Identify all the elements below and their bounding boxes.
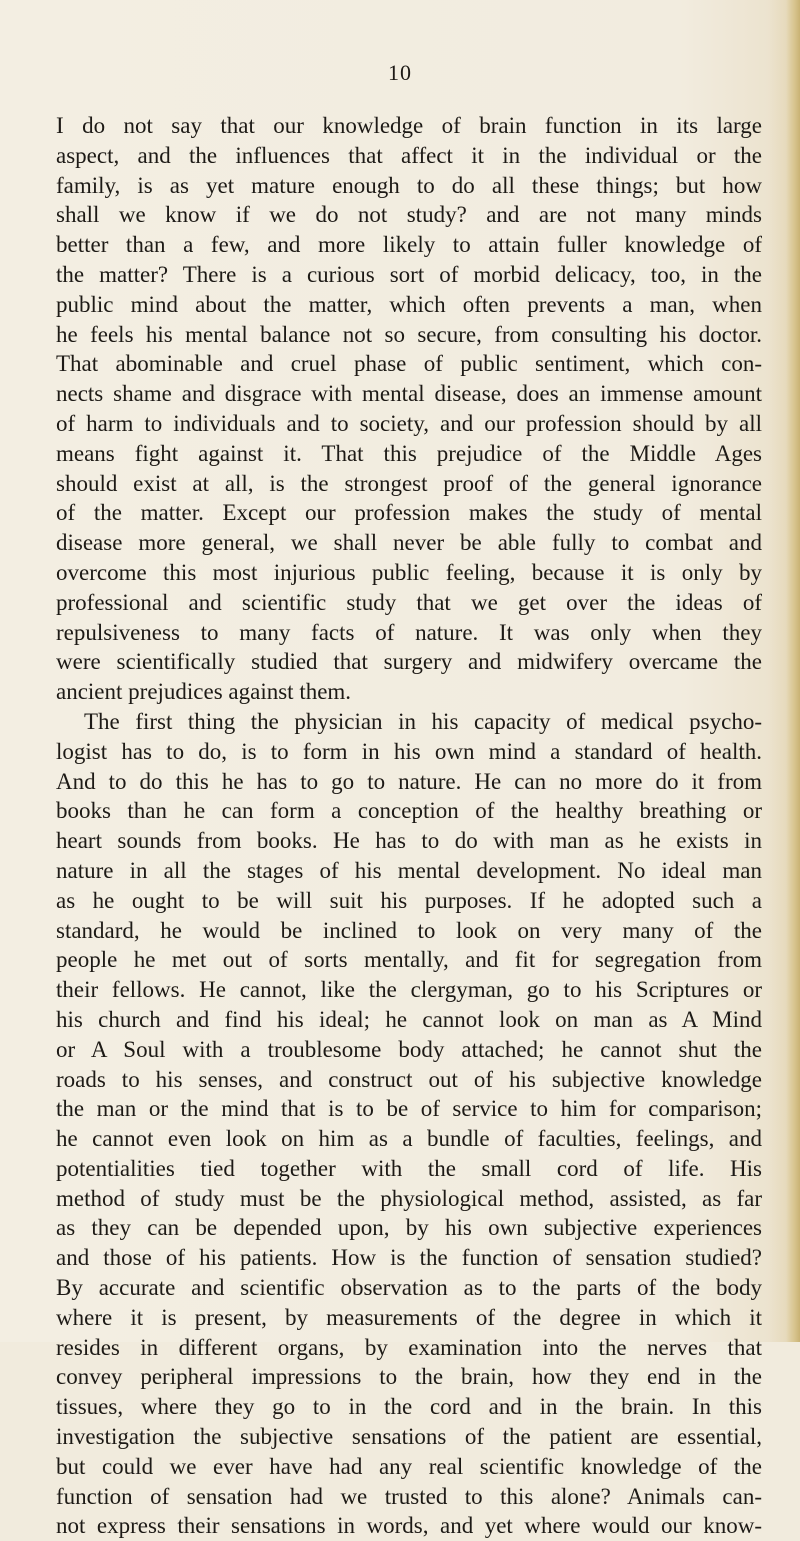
text-line: public mind about the matter, which often prevents a man, when	[56, 291, 762, 317]
text-line: where it is present, by measurements of the degree in which it	[56, 1304, 762, 1330]
text-line: function of sensation had we trusted to this alone? Animals can-	[56, 1483, 762, 1509]
text-line: should exist at all, is the strongest proof of the general ignorance	[56, 470, 762, 496]
text-line: the matter? There is a curious sort of morbid delicacy, too, in the	[56, 261, 762, 287]
text-line: he cannot even look on him as a bundle of faculties, feelings, and	[56, 1126, 762, 1152]
text-line: of harm to individuals and to society, and our profession should by all	[56, 410, 762, 436]
page-edge-shadow	[786, 0, 800, 1342]
text-line: or A Soul with a troublesome body attached; he cannot shut the	[56, 1036, 762, 1062]
text-line: of the matter. Except our profession makes the study of mental	[56, 500, 762, 526]
text-line: disease more general, we shall never be able fully to combat and	[56, 530, 762, 556]
text-line: repulsiveness to many facts of nature. It was only when they	[56, 619, 762, 645]
text-line: the man or the mind that is to be of service to him for comparison;	[56, 1096, 762, 1122]
text-line: shall we know if we do not study? and are not many minds	[56, 202, 762, 228]
text-line: family, is as yet mature enough to do all these things; but how	[56, 172, 762, 198]
text-line: That abominable and cruel phase of public sentiment, which con-	[56, 351, 762, 377]
text-line: standard, he would be inclined to look on very many of the	[56, 917, 762, 943]
text-line: And to do this he has to go to nature. He can no more do it from	[56, 768, 762, 794]
text-line: potentialities tied together with the small cord of life. His	[56, 1155, 762, 1181]
text-line: but could we ever have had any real scientific knowledge of the	[56, 1453, 762, 1479]
text-line: overcome this most injurious public feeling, because it is only by	[56, 559, 762, 585]
text-line: tissues, where they go to in the cord and in the brain. In this	[56, 1394, 762, 1420]
text-line: nects shame and disgrace with mental disease, does an immense amount	[56, 381, 762, 407]
text-line: convey peripheral impressions to the brain, how they end in the	[56, 1364, 762, 1390]
text-line: By accurate and scientific observation as to the parts of the body	[56, 1275, 762, 1301]
text-line: not express their sensations in words, and yet where would our know-	[56, 1513, 762, 1539]
paragraph-end-line: ancient prejudices against them.	[56, 679, 352, 705]
text-line: resides in different organs, by examination into the nerves that	[56, 1334, 762, 1360]
body-text	[56, 111, 762, 1541]
text-line: people he met out of sorts mentally, and fit for segregation from	[56, 947, 762, 973]
paragraph-start-line: The first thing the physician in his capacity of medical psycho-	[84, 708, 762, 734]
text-line: logist has to do, is to form in his own mind a standard of health.	[56, 738, 762, 764]
text-line: as he ought to be will suit his purposes. If he adopted such a	[56, 887, 762, 913]
text-line: were scientifically studied that surgery and midwifery overcame the	[56, 649, 762, 675]
text-line: heart sounds from books. He has to do with man as he exists in	[56, 828, 762, 854]
text-line: as they can be depended upon, by his own subjective experiences	[56, 1215, 762, 1241]
text-line: method of study must be the physiological method, assisted, as far	[56, 1185, 762, 1211]
text-line: means fight against it. That this prejudice of the Middle Ages	[56, 440, 762, 466]
text-line: aspect, and the influences that affect it in the individual or the	[56, 142, 762, 168]
text-line: better than a few, and more likely to attain fuller knowledge of	[56, 232, 762, 258]
text-line: their fellows. He cannot, like the clergyman, go to his Scriptures or	[56, 977, 762, 1003]
text-line: I do not say that our knowledge of brain function in its large	[56, 113, 762, 138]
text-line: investigation the subjective sensations of the patient are essential,	[56, 1424, 762, 1450]
text-line: roads to his senses, and construct out of his subjective knowledge	[56, 1066, 762, 1092]
text-line: books than he can form a conception of the healthy breathing or	[56, 798, 762, 824]
page-number: 10	[388, 60, 412, 85]
text-line: professional and scientific study that we get over the ideas of	[56, 589, 762, 615]
text-line: he feels his mental balance not so secure, from consulting his doctor.	[56, 321, 762, 347]
text-line: and those of his patients. How is the function of sensation studied?	[56, 1245, 762, 1271]
text-line: nature in all the stages of his mental development. No ideal man	[56, 857, 762, 883]
text-line: his church and find his ideal; he cannot look on man as A Mind	[56, 1006, 762, 1032]
